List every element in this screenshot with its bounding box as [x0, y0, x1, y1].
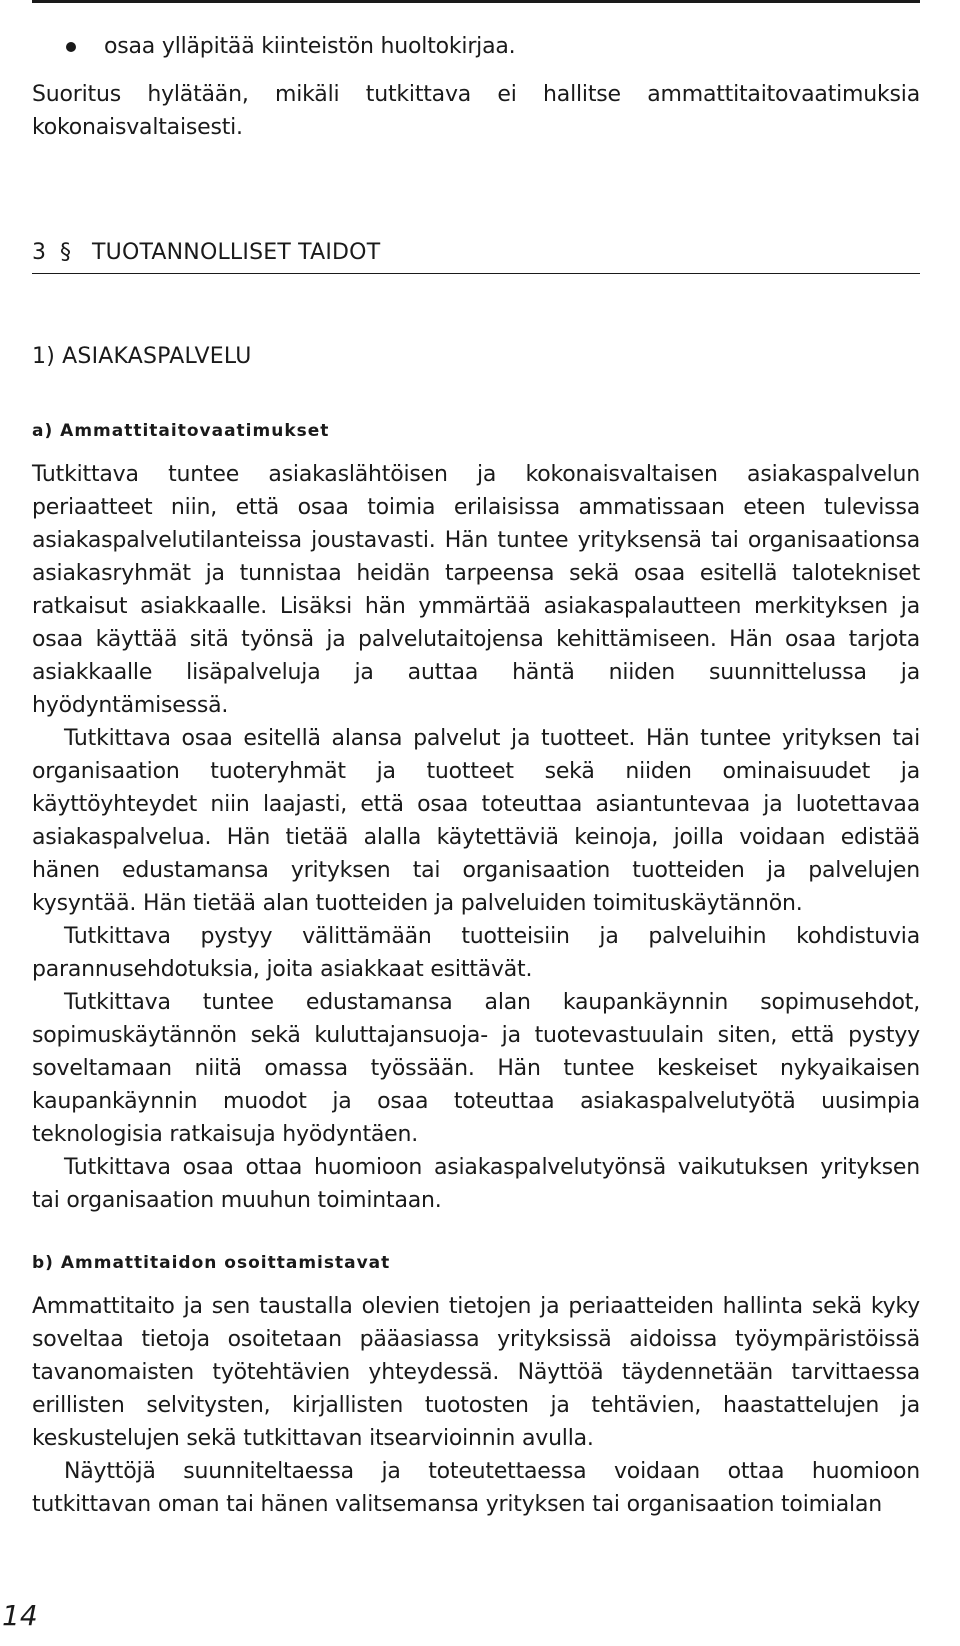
paragraph-a5: Tutkittava osaa ottaa huomioon asiakaspalvelutyönsä vaikutuksen yrityksen tai organisaation muuhun toimintaan.: [32, 1155, 920, 1213]
page-number: 14: [2, 1599, 38, 1632]
bullet-item: osaa ylläpitää kiinteistön huoltokirjaa.: [104, 34, 516, 59]
section-number: 3: [32, 240, 47, 265]
heading-a: a) Ammattitaitovaatimukset: [32, 421, 330, 441]
paragraph-a4: Tutkittava tuntee edustamansa alan kaupankäynnin sopimusehdot, sopimuskäytännön sekä kuluttajansuoja- ja tuotevastuulain siten, että pystyy soveltamaan niitä omassa työssään. Hän tuntee keskeiset nykyaikaisen kaupankäynnin muodot ja osaa toteuttaa asiakaspalvelutyötä uusimpia teknologisia ratkaisuja hyödyntäen.: [32, 990, 920, 1147]
paragraph-a2: Tutkittava osaa esitellä alansa palvelut ja tuotteet. Hän tuntee yrityksen tai organisaation tuoteryhmät ja tuotteet sekä niiden ominaisuudet ja käyttöyhteydet niin laajasti, että osaa toteuttaa asiantuntevaa ja luotettavaa asiakaspalvelua. Hän tietää alalla käytettäviä keinoja, joilla voidaan edistää hänen edustamansa yrityksen tai organisaation tuotteiden ja palvelujen kysyntää. Hän tietää alan tuotteiden ja palveluiden toimituskäytännön.: [32, 726, 920, 916]
section-a-body: [32, 458, 920, 1217]
top-rule: [32, 0, 920, 3]
paragraph-b2: Näyttöjä suunniteltaessa ja toteutettaessa voidaan ottaa huomioon tutkittavan oman tai hänen valitsemansa yrityksen tai organisaation toimialan: [32, 1459, 920, 1517]
subsection-title: 1) ASIAKASPALVELU: [32, 344, 252, 369]
paragraph-a3: Tutkittava pystyy välittämään tuotteisiin ja palveluihin kohdistuvia parannusehdotuksia, joita asiakkaat esittävät.: [32, 924, 920, 982]
section-title: [32, 236, 920, 274]
section-b-body: [32, 1290, 920, 1521]
paragraph-a1: Tutkittava tuntee asiakaslähtöisen ja kokonaisvaltaisen asiakaspalvelun periaatteet niin, että osaa toimia erilaisissa ammatissaan eteen tulevissa asiakaspalvelutilanteissa joustavasti. Hän tuntee yrityksensä tai organisaationsa asiakasryhmät ja tunnistaa heidän tarpeensa sekä osaa esitellä talotekniset ratkaisut asiakkaalle. Lisäksi hän ymmärtää asiakaspalautteen merkityksen ja osaa käyttää sitä työnsä ja palvelutaitojensa kehittämiseen. Hän osaa tarjota asiakkaalle lisäpalveluja ja auttaa häntä niiden suunnittelussa ja hyödyntämisessä.: [32, 462, 920, 718]
rejection-note: Suoritus hylätään, mikäli tutkittava ei hallitse ammattitaitovaatimuksia kokonaisvaltaisesti.: [32, 82, 920, 140]
heading-b: b) Ammattitaidon osoittamistavat: [32, 1253, 391, 1273]
section-title-text: TUOTANNOLLISET TAIDOT: [92, 240, 381, 265]
section-symbol: §: [60, 240, 72, 265]
paragraph-b1: Ammattitaito ja sen taustalla olevien tietojen ja periaatteiden hallinta sekä kyky soveltaa tietoja osoitetaan pääasiassa yrityksissä aidoissa työympäristöissä tavanomaisten työtehtävien yhteydessä. Näyttöä täydennetään tarvittaessa erillisten selvitysten, kirjallisten tuotosten ja tehtävien, haastattelujen ja keskustelujen sekä tutkittavan itsearvioinnin avulla.: [32, 1294, 920, 1451]
bullet-icon: [66, 42, 76, 52]
